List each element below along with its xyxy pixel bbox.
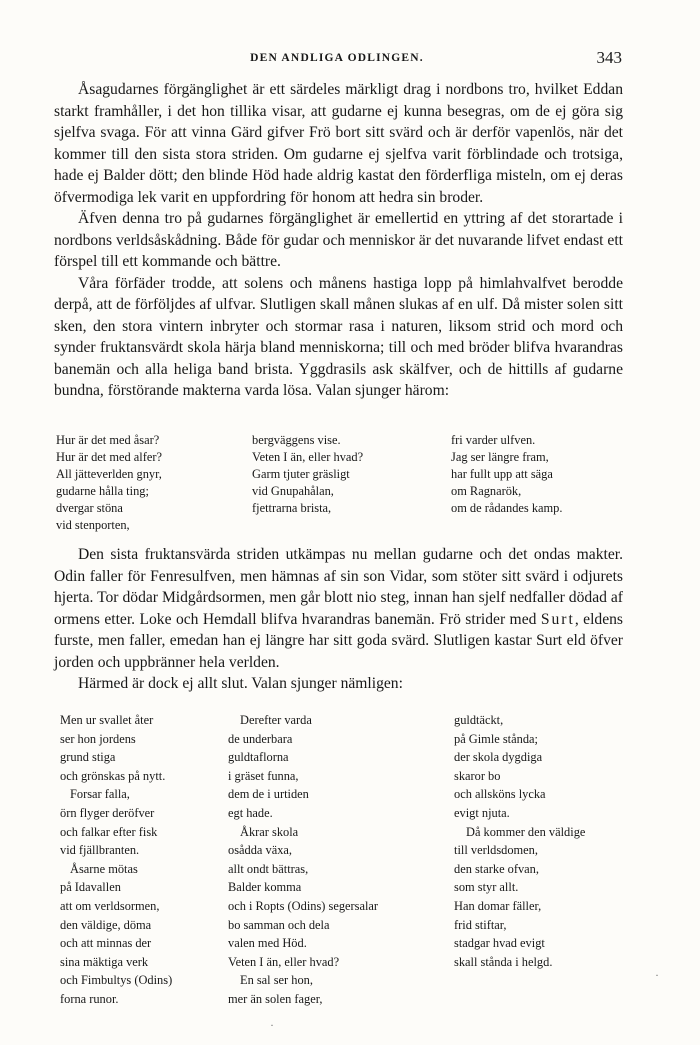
verse-line: att om verldsormen, — [60, 898, 160, 913]
verse-line: de underbara — [228, 731, 293, 746]
verse-line: guldtaflorna — [228, 750, 289, 765]
verse-line: Garm tjuter gräsligt — [252, 467, 350, 481]
verse-line: Veten I än, eller hvad? — [252, 450, 364, 464]
verse-line: dem de i urtiden — [228, 787, 309, 802]
verse-line: Då kommer den väldige — [466, 824, 586, 839]
verse-line: bergväggens vise. — [252, 433, 341, 447]
surt-name: Surt — [540, 610, 575, 628]
verse-line: och grönskas på nytt. — [60, 768, 166, 783]
verse-line: gudarne hålla ting; — [56, 484, 149, 498]
verse-line: om Ragnarök, — [451, 484, 522, 498]
paragraph-5: Härmed är dock ej allt slut. Valan sjunger nämligen: — [78, 675, 403, 692]
verse1-column-3 — [451, 432, 562, 517]
verse-line: guldtäckt, — [454, 713, 504, 727]
prose-block-2 — [54, 544, 623, 695]
verse-line: till verldsdomen, — [454, 843, 538, 858]
paragraph-2: Äfven denna tro på gudarnes förgänglighet är emellertid en yttring af det storartade i nordbons verldsåskådning. Både för gudar och menniskor är det nuvarande lifvet endast ett förspel till ett kommande och bättre. — [54, 210, 623, 270]
verse-line: dvergar stöna — [56, 501, 123, 515]
verse-line: om de rådandes kamp. — [451, 501, 563, 515]
verse-line: Balder komma — [228, 880, 302, 895]
verse-line: grund stiga — [60, 750, 116, 765]
verse-line: fjettrarna brista, — [252, 501, 332, 515]
verse-line: All jätteverlden gnyr, — [56, 467, 162, 481]
verse-line: der skola dygdiga — [454, 750, 543, 765]
verse-line: på Gimle stånda; — [454, 731, 538, 746]
verse-line: osådda växa, — [228, 843, 292, 858]
verse-line: har fullt upp att säga — [451, 467, 553, 481]
paragraph-4-text-a: Den sista fruktansvärda striden utkämpas nu mellan gudarne och det ondas makter. Odin faller för Fenresulfven, men hämnas af sin son Vidar, som stöter sitt svärd i odjurets hjerta. Tor dödar Midgårdsormen, men går blott nio steg, innan han sjelf nedfaller dödad af ormens etter. Loke och Hemdall blifva hvarandras banemän. Frö strider med — [54, 546, 623, 628]
verse-line: Hur är det med alfer? — [56, 450, 162, 464]
verse1-column-1 — [56, 432, 162, 534]
verse-line: Åkrar skola — [240, 824, 299, 839]
verse-line: skaror bo — [454, 768, 501, 783]
verse-line: Men ur svallet åter — [60, 713, 154, 727]
verse-line: allt ondt bättras, — [228, 861, 309, 876]
verse-line: Hur är det med åsar? — [56, 433, 160, 447]
verse-line: örn flyger deröfver — [60, 805, 155, 820]
verse-line: vid fjällbranten. — [60, 843, 140, 858]
paragraph-4 — [54, 544, 623, 673]
verse-line: evigt njuta. — [454, 805, 510, 820]
scan-mark: · — [270, 1018, 274, 1032]
verse-line: i gräset funna, — [228, 768, 299, 783]
verse-line: egt hade. — [228, 805, 273, 820]
verse-line: vid stenporten, — [56, 518, 130, 532]
verse-line: ser hon jordens — [60, 731, 136, 746]
verse-line: skall stånda i helgd. — [454, 954, 553, 969]
verse2-column-1 — [60, 711, 172, 1009]
verse-line: Han domar fäller, — [454, 898, 542, 913]
verse-line: sina mäktiga verk — [60, 954, 149, 969]
page-number: 343 — [596, 48, 622, 67]
paragraph-1: Åsagudarnes förgänglighet är ett särdeles märkligt drag i nordbons tro, hvilket Eddan starkt framhåller, i det hon tillika visar, att gudarne ej kunna besegras, om de ej göra sig sjelfva svaga. För att vinna Gärd gifver Frö bort sitt svärd och är derför vapenlös, när det kommer till den sista stora striden. Om gudarne ej sjelfva varit förblindade och trotsiga, hade ej Balder dött; den blinde Höd hade aldrig kastat den förderfliga misteln, om ej deras öfvermodiga lek varit en uppfordring för honom att hedra sin broder. — [54, 81, 623, 206]
prose-block-1 — [54, 79, 623, 402]
verse-line: En sal ser hon, — [240, 973, 313, 988]
verse-line: bo samman och dela — [228, 917, 330, 932]
paragraph-4-text-b: , eldens furste, men faller, emedan han ej längre har sitt goda svärd. Slutligen kastar Surt eld öfver jorden och uppbränner hela verlden. — [54, 610, 623, 671]
paragraph-3: Våra förfäder trodde, att solens och månens hastiga lopp på himlahvalfvet berodde derpå, att de förföljdes af ulfvar. Slutligen skall månen slukas af en ulf. Då mister solen sitt sken, den stora vintern inbryter och stormar rasa i naturen, liksom strid och mord och synder fruktansvärdt skola härja bland menniskorna; till och med bröder blifva hvarandras banemän och alla heliga band brista. Yggdrasils ask skälfver, och de hittills af gudarne bundna, förstörande makterna varda lösa. Valan sjunger härom: — [54, 274, 623, 399]
verse-line: Jag ser längre fram, — [451, 450, 549, 464]
verse-line: Derefter varda — [240, 713, 312, 727]
verse-line: på Idavallen — [60, 880, 121, 895]
verse-line: och i Ropts (Odins) segersalar — [228, 898, 379, 913]
verse-line: frid stiftar, — [454, 917, 507, 932]
verse-line: mer än solen fager, — [228, 991, 323, 1006]
verse2-column-3 — [454, 711, 585, 971]
running-title: DEN ANDLIGA ODLINGEN. — [250, 52, 424, 64]
verse-line: och Fimbultys (Odins) — [60, 973, 173, 988]
scan-mark: · — [655, 968, 659, 982]
verse1-column-2 — [252, 432, 363, 517]
verse-line: Åsarne mötas — [70, 861, 138, 876]
verse-line: och att minnas der — [60, 936, 152, 951]
verse-line: fri varder ulfven. — [451, 433, 536, 447]
verse-line: den starke ofvan, — [454, 861, 539, 876]
verse-line: stadgar hvad evigt — [454, 936, 545, 951]
verse-line: som styr allt. — [454, 880, 519, 895]
verse-line: och allsköns lycka — [454, 787, 546, 802]
verse-line: valen med Höd. — [228, 936, 307, 951]
verse2-column-2 — [228, 711, 378, 1009]
verse-line: forna runor. — [60, 991, 119, 1006]
verse-line: Veten I än, eller hvad? — [228, 954, 340, 969]
verse-line: den väldige, döma — [60, 917, 152, 932]
verse-line: Forsar falla, — [70, 787, 130, 802]
verse-line: vid Gnupahålan, — [252, 484, 334, 498]
verse-line: och falkar efter fisk — [60, 824, 158, 839]
page-header — [52, 48, 622, 68]
